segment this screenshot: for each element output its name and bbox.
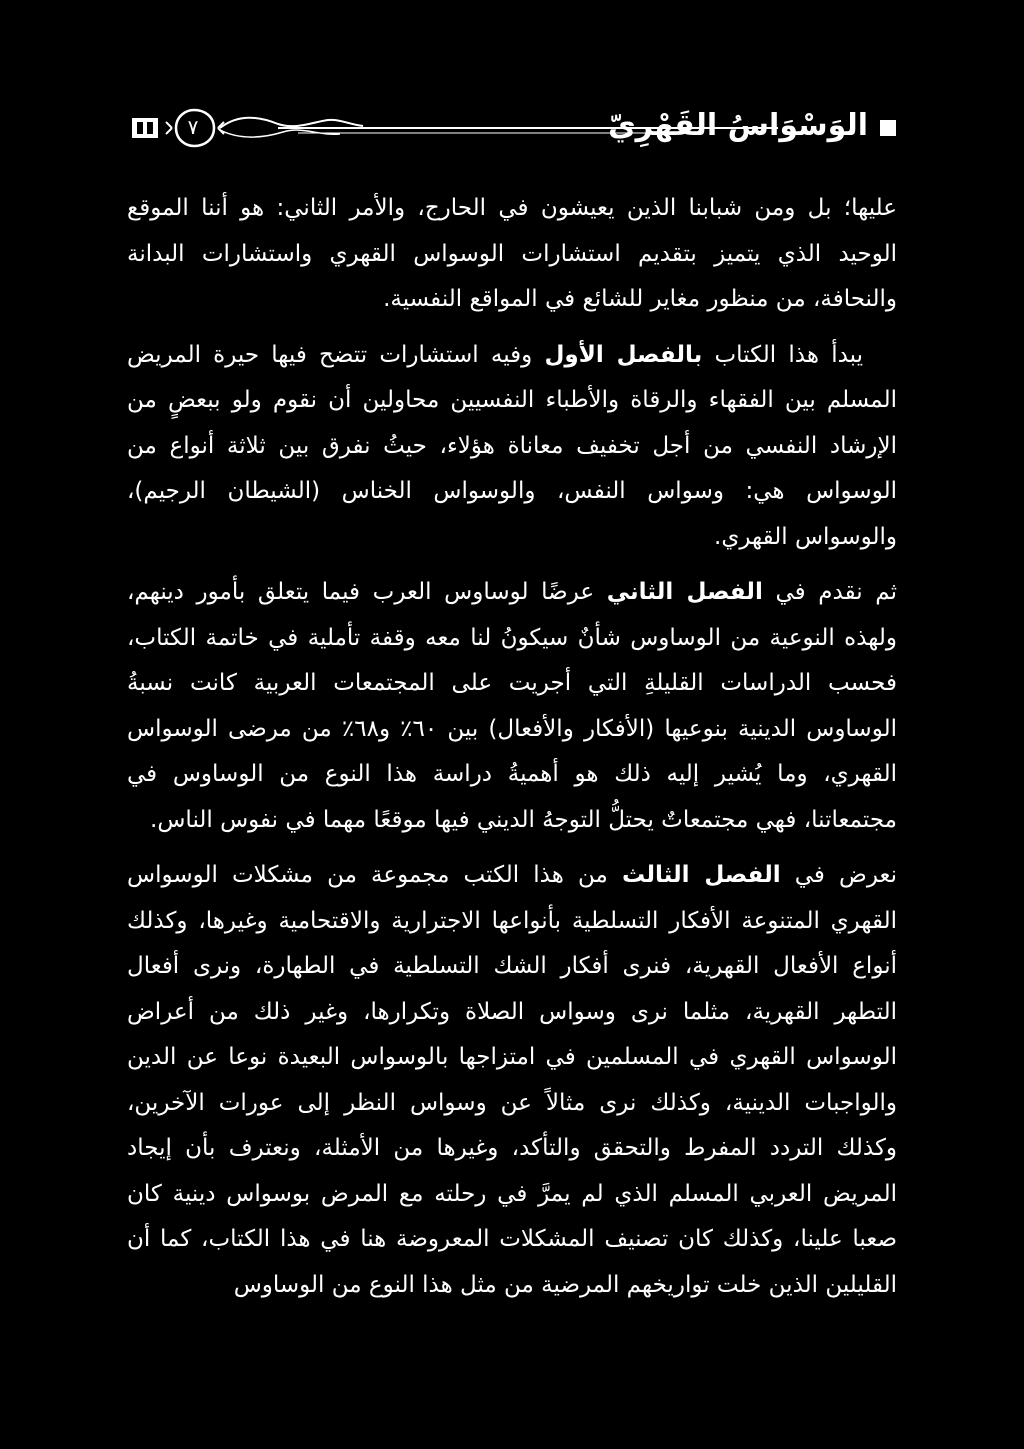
body-text [127, 186, 897, 1308]
page-header [128, 100, 898, 156]
paragraph-text: يبدأ هذا الكتاب [702, 341, 864, 368]
chapter-reference: بالفصل الأول [544, 341, 703, 368]
chapter-reference: الفصل الثالث [621, 862, 781, 888]
page-number: ٧ [187, 115, 199, 139]
paragraph [127, 186, 897, 323]
paragraph [127, 570, 897, 843]
paragraph-text: عليها؛ بل ومن شبابنا الذين يعيشون في الحارج، والأمر الثاني: هو أننا الموقع الوحيد الذي يتميز بتقديم استشارات الوسواس القهري واستشارات البدانة والنحافة، من منظور مغاير للشائع في المواقع النفسية. [127, 195, 897, 312]
chapter-reference: الفصل الثاني [606, 579, 763, 605]
paragraph-text: ثم نقدم في [762, 579, 897, 605]
paragraph-text: من هذا الكتب مجموعة من مشكلات الوسواس القهري المتنوعة الأفكار التسلطية بأنواعها الاجترارية والاقتحامية وغيرها، وكذلك أنواع الأفعال القهرية، فنرى أفكار الشك التسلطية في الطهارة، ونرى أفعال التطهر القهرية، مثلما نرى وسواس الصلاة وتكرارها، وغير ذلك من أعراض الوسواس القهري في المسلمين في امتزاجها بالوسواس البعيدة نوعا عن الدين والواجبات الدينية، وكذلك نرى مثالاً عن وسواس النظر إلى عورات الآخرين، وكذلك التردد المفرط والتحقق والتأكد، وغيرها من الأمثلة، ونعترف بأن إيجاد المريض العربي المسلم الذي لم يمرَّ في رحلته مع المرض بوسواس دينية كان صعبا علينا، وكذلك كان تصنيف المشكلات المعروضة هنا في هذا الكتاب، كما أن القليلين الذين خلت تواريخهم المرضية من مثل هذا النوع من الوساوس [127, 862, 897, 1298]
paragraph-text: نعرض في [780, 862, 898, 888]
paragraph [127, 333, 897, 561]
paragraph-text: عرضًا لوساوس العرب فيما يتعلق بأمور دينهم، ولهذه النوعية من الوساوس شأنٌ سيكونُ لنا معه وقفة تأملية في خاتمة الكتاب، فحسب الدراسات القليلةِ التي أجريت على المجتمعات العربية كانت نسبةُ الوساوس الدينية بنوعيها (الأفكار والأفعال) بين ٦٠٪ و٦٨٪ من مرضى الوسواس القهري، وما يُشير إليه ذلك هو أهميةُ دراسة هذا النوع من الوساوس في مجتمعاتنا، فهي مجتمعاتٌ يحتلُّ التوجهُ الديني فيها موقعًا مهما في نفوس الناس. [127, 579, 897, 833]
paragraph-text: وفيه استشارات تتضح فيها حيرة المريض المسلم بين الفقهاء والرقاة والأطباء النفسيين محاولين أن نقوم ولو ببعضٍ من الإرشاد النفسي من أجل تخفيف معاناة هؤلاء، حيثُ نفرق بين ثلاثة أنواع من الوسواس هي: وسواس النفس، والوسواس الخناس (الشيطان الرجيم)، والوسواس القهري. [127, 341, 897, 550]
running-title: الوَسْوَاسُ القَهْرِيّ [608, 108, 868, 143]
square-bullet-icon [880, 120, 896, 136]
paragraph [127, 853, 897, 1308]
